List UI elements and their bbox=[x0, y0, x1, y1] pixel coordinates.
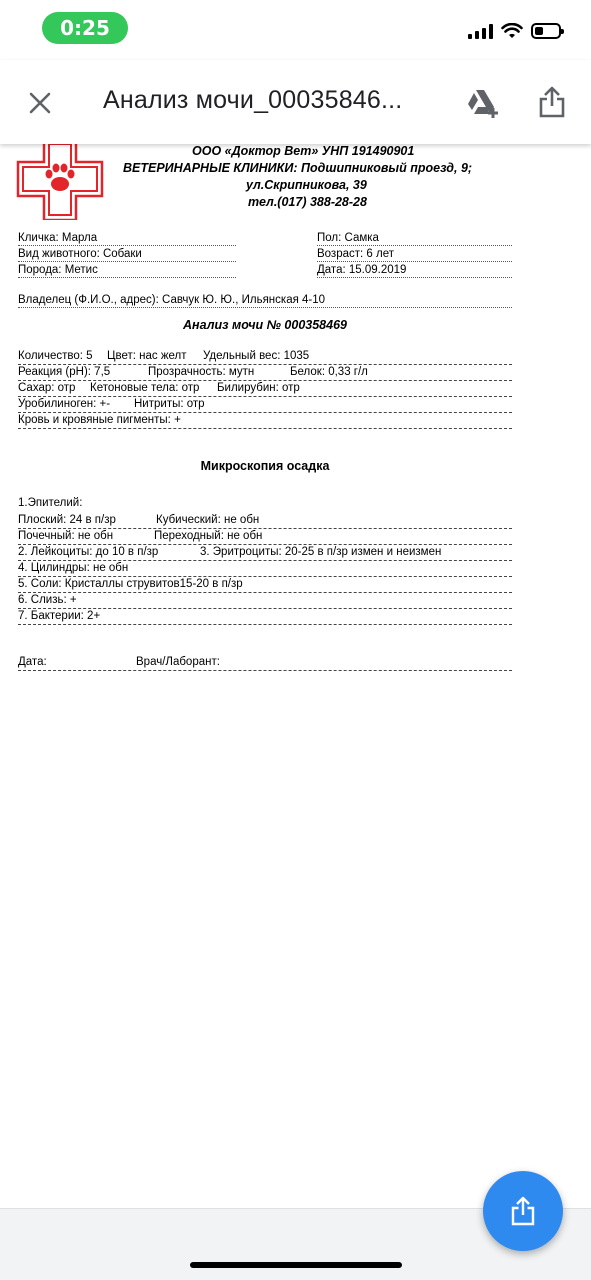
params-row-3 bbox=[18, 381, 512, 397]
footer-date-label: Дата: bbox=[18, 656, 47, 668]
params-row-2 bbox=[18, 365, 512, 381]
cellular-signal-icon bbox=[468, 23, 493, 39]
clinic-address: ВЕТЕРИНАРНЫЕ КЛИНИКИ: Подшипниковый проезд, 9; bbox=[123, 161, 473, 175]
status-time[interactable]: 0:25 bbox=[42, 12, 128, 44]
share-fab[interactable] bbox=[483, 1171, 563, 1251]
micro-row-3 bbox=[18, 545, 512, 561]
clinic-org: ООО «Доктор Вет» УНП 191490901 bbox=[192, 144, 415, 158]
patient-species: Вид животного: Собаки bbox=[18, 247, 236, 262]
micro-salts: 5. Соли: Кристаллы струвитов15-20 в п/зр bbox=[18, 578, 243, 590]
micro-cylinders: 4. Цилиндры: не обн bbox=[18, 562, 129, 574]
params-row-1 bbox=[18, 349, 512, 365]
micro-bacteria: 7. Бактерии: 2+ bbox=[18, 610, 101, 622]
micro-renal: Почечный: не обн bbox=[18, 530, 114, 542]
home-indicator[interactable] bbox=[190, 1262, 402, 1268]
clinic-street: ул.Скрипникова, 39 bbox=[246, 178, 367, 192]
param-protein: Белок: 0,33 г/л bbox=[290, 366, 368, 378]
micro-leukocytes: 2. Лейкоциты: до 10 в п/зр bbox=[18, 546, 159, 558]
param-sugar: Сахар: отр bbox=[18, 382, 76, 394]
patient-age: Возраст: 6 лет bbox=[317, 247, 512, 262]
param-ph: Реакция (рН): 7,5 bbox=[18, 366, 111, 378]
param-amount: Количество: 5 bbox=[18, 350, 93, 362]
patient-sex: Пол: Самка bbox=[317, 231, 512, 246]
patient-breed: Порода: Метис bbox=[18, 263, 236, 278]
micro-row-6 bbox=[18, 593, 512, 609]
app-bar bbox=[0, 60, 591, 144]
document-title: Анализ мочи_00035846... bbox=[103, 86, 403, 114]
params-row-4 bbox=[18, 397, 512, 413]
micro-mucus: 6. Слизь: + bbox=[18, 594, 77, 606]
analysis-date: Дата: 15.09.2019 bbox=[317, 263, 512, 278]
share-icon bbox=[510, 1196, 536, 1226]
analysis-title: Анализ мочи № 000358469 bbox=[183, 318, 347, 332]
micro-erythrocytes: 3. Эритроциты: 20-25 в п/зр измен и неизмен bbox=[200, 546, 442, 558]
param-ketones: Кетоновые тела: отр bbox=[90, 382, 200, 394]
share-button[interactable] bbox=[532, 82, 572, 122]
micro-transitional: Переходный: не обн bbox=[154, 530, 263, 542]
micro-flat: Плоский: 24 в п/зр bbox=[18, 514, 116, 526]
owner-info: Владелец (Ф.И.О., адрес): Савчук Ю. Ю., Ильянская 4-10 bbox=[18, 293, 512, 308]
signature-row bbox=[18, 655, 512, 671]
drive-add-icon bbox=[466, 88, 500, 118]
micro-row-1 bbox=[18, 513, 512, 529]
close-icon bbox=[29, 92, 51, 114]
document-page[interactable] bbox=[0, 144, 591, 1208]
close-button[interactable] bbox=[22, 85, 58, 121]
param-bilirubin: Билирубин: отр bbox=[217, 382, 300, 394]
param-nitrites: Нитриты: отр bbox=[134, 398, 205, 410]
micro-row-5 bbox=[18, 577, 512, 593]
micro-cubic: Кубический: не обн bbox=[156, 514, 260, 526]
status-bar bbox=[0, 0, 591, 60]
wifi-icon bbox=[501, 23, 523, 39]
micro-row-2 bbox=[18, 529, 512, 545]
micro-epithelium: 1.Эпителий: bbox=[18, 497, 83, 509]
battery-icon bbox=[531, 23, 561, 39]
micro-row-4 bbox=[18, 561, 512, 577]
param-clarity: Прозрачность: мутн bbox=[148, 366, 255, 378]
status-icons bbox=[468, 20, 561, 42]
microscopy-title: Микроскопия осадка bbox=[200, 459, 330, 473]
param-urobilinogen: Уробилиноген: +- bbox=[18, 398, 111, 410]
share-icon bbox=[538, 86, 566, 118]
param-gravity: Удельный вес: 1035 bbox=[203, 350, 310, 362]
param-color: Цвет: нас желт bbox=[107, 350, 187, 362]
red-cross-paw-icon bbox=[16, 144, 104, 220]
param-blood: Кровь и кровяные пигменты: + bbox=[18, 414, 181, 426]
micro-row-7 bbox=[18, 609, 512, 625]
clinic-phone: тел.(017) 388-28-28 bbox=[248, 195, 367, 209]
patient-name: Кличка: Марла bbox=[18, 231, 236, 246]
params-row-5 bbox=[18, 413, 512, 429]
add-to-drive-button[interactable] bbox=[464, 84, 502, 122]
footer-doctor-label: Врач/Лаборант: bbox=[136, 656, 220, 668]
